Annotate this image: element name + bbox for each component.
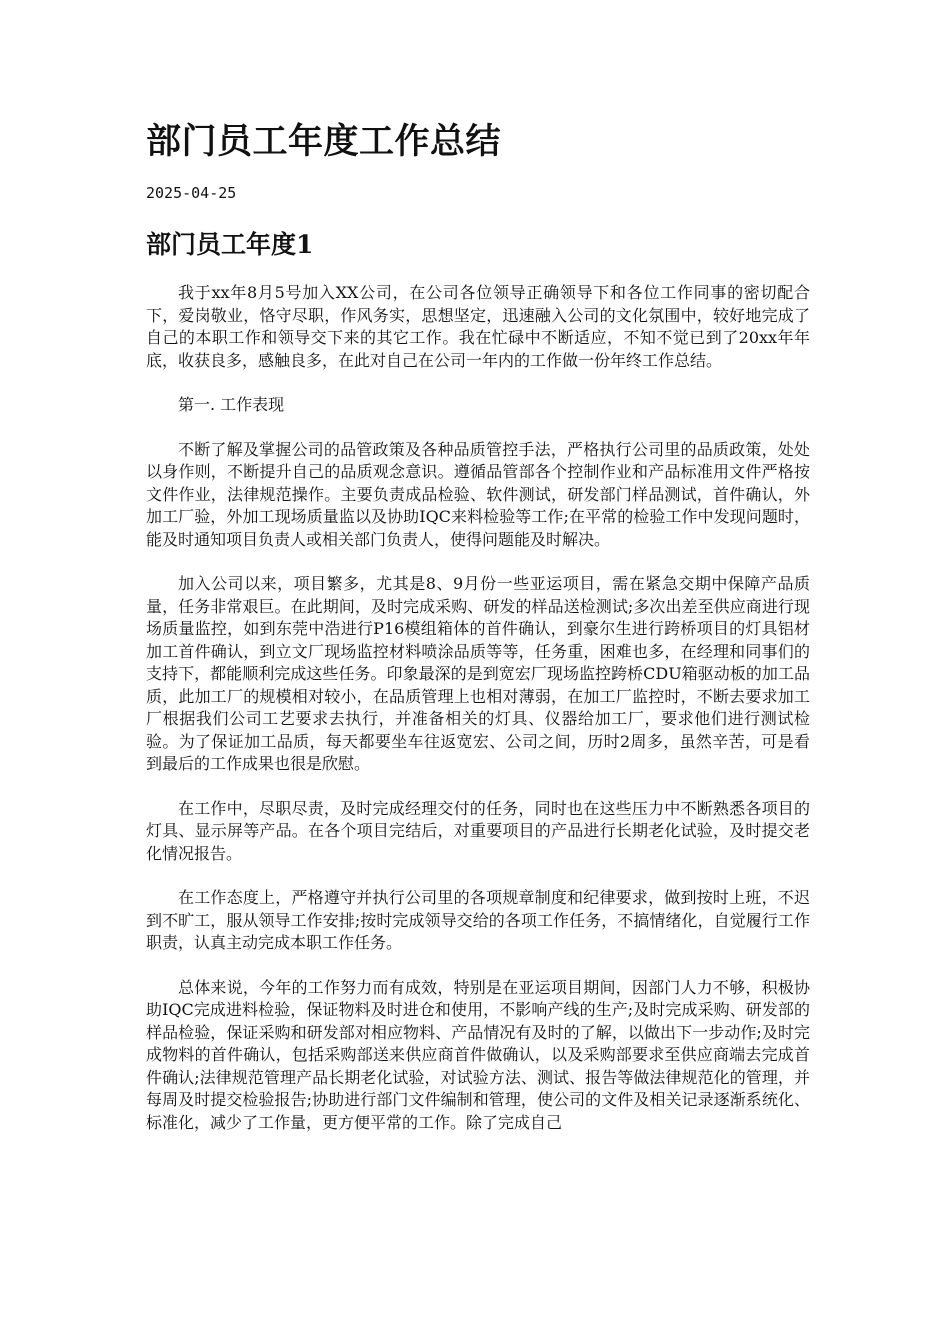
paragraph-section-label: 第一. 工作表现 [178,395,285,414]
paragraph-projects: 加入公司以来，项目繁多，尤其是8、9月份一些亚运项目，需在紧急交期中保障产品质量，任务非常艰巨。在此期间，及时完成采购、研发的样品送检测试;多次出差至供应商进行现场质量监控，如到东莞中浩进行P16模组箱体的首件确认，到豪尔生进行跨桥项目的灯具铝材加工首件确认，到立文厂现场监控材料喷涂品质等等，任务重，困难也多，在经理和同事们的支持下，都能顺利完成这些任务。印象最深的是到宽宏厂现场监控跨桥CDU箱驱动板的加工品质，此加工厂的规模相对较小，在品质管理上也相对薄弱，在加工厂监控时，不断去要求加工厂根据我们公司工艺要求去执行，并准备相关的灯具、仪器给加工厂，要求他们进行测试检验。为了保证加工品质，每天都要坐车往返宽宏、公司之间，历时2周多，虽然辛苦，可是看到最后的工作成果也很是欣慰。 [146,574,810,773]
document-body [146,282,810,1156]
paragraph-duties: 在工作中，尽职尽责，及时完成经理交付的任务，同时也在这些压力中不断熟悉各项目的灯具、显示屏等产品。在各个项目完结后，对重要项目的产品进行长期老化试验，及时提交老化情况报告。 [146,798,810,863]
section-heading: 部门员工年度1 [146,230,314,259]
paragraph-attitude: 在工作态度上，严格遵守并执行公司里的各项规章制度和纪律要求，做到按时上班，不迟到不旷工，服从领导工作安排;按时完成领导交给的各项工作任务，不搞情绪化，自觉履行工作职责，认真主动完成本职工作任务。 [146,888,810,952]
paragraph-summary: 总体来说，今年的工作努力而有成效，特别是在亚运项目期间，因部门人力不够，积极协助IQC完成进料检验，保证物料及时进仓和使用，不影响产线的生产;及时完成采购、研发部的样品检验，保证采购和研发部对相应物料、产品情况有及时的了解，以做出下一步动作;及时完成物料的首件确认，包括采购部送来供应商首件做确认，以及采购部要求至供应商端去完成首件确认;法律规范管理产品长期老化试验，对试验方法、测试、报告等做法律规范化的管理，并每周及时提交检验报告;协助进行部门文件编制和管理，使公司的文件及相关记录逐渐系统化、标准化，减少了工作量，更方便平常的工作。除了完成自己 [146,977,810,1132]
document-title: 部门员工年度工作总结 [146,121,502,162]
paragraph-quality-policy: 不断了解及掌握公司的品管政策及各种品质管控手法，严格执行公司里的品质政策，处处以身作则，不断提升自己的品质观念意识。遵循品管部各个控制作业和产品标准用文件严格按文件作业，法律规范操作。主要负责成品检验、软件测试，研发部门样品测试，首件确认，外加工厂验，外加工现场质量监以及协助IQC来料检验等工作;在平常的检验工作中发现问题时，能及时通知项目负责人或相关部门负责人，使得问题能及时解决。 [146,439,810,549]
document-date: 2025-04-25 [146,184,237,202]
paragraph-intro: 我于xx年8月5号加入XX公司，在公司各位领导正确领导下和各位工作同事的密切配合下，爱岗敬业，恪守尽职，作风务实，思想坚定，迅速融入公司的文化氛围中，较好地完成了自己的本职工作和领导交下来的其它工作。我在忙碌中不断适应，不知不觉已到了20xx年年底，收获良多，感触良多，在此对自己在公司一年内的工作做一份年终工作总结。 [146,283,810,370]
